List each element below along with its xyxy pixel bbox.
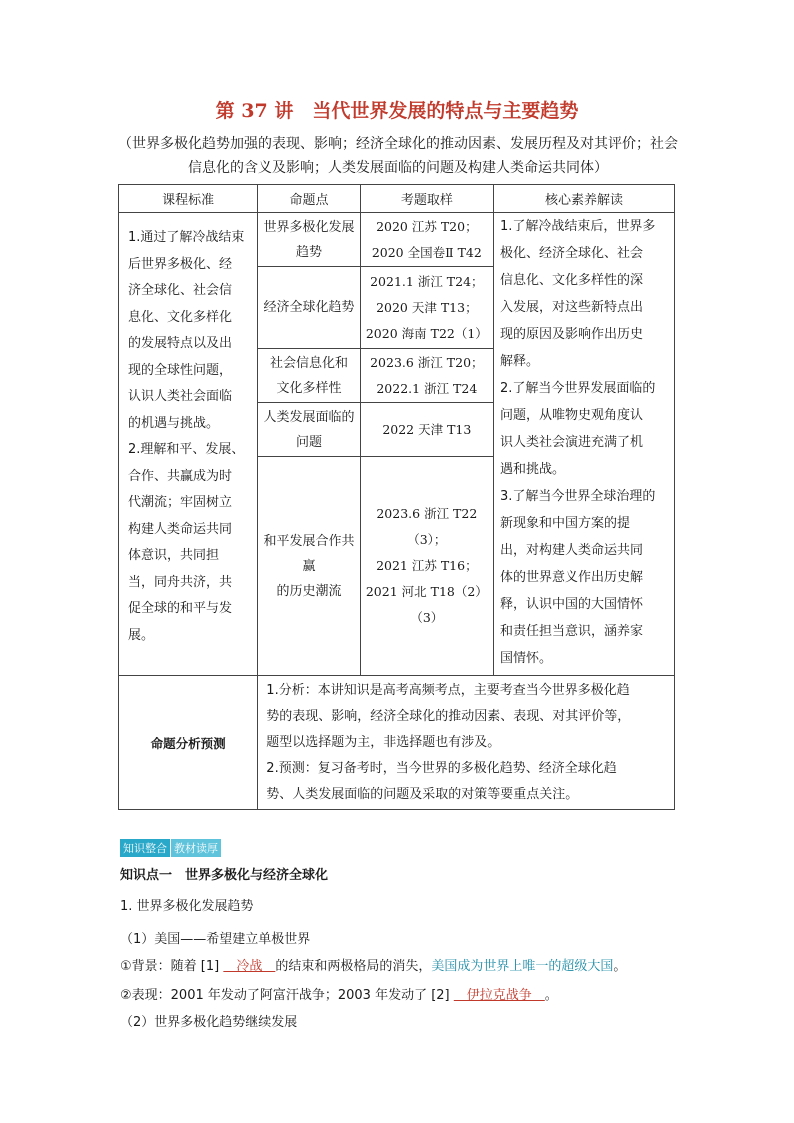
literacy-line: 出，对构建人类命运共同 bbox=[500, 543, 644, 558]
header-literacy: 核心素养解读 bbox=[494, 185, 675, 213]
tag-knowledge: 知识整合 bbox=[120, 839, 170, 857]
curriculum-line: 当，同舟共济，共 bbox=[128, 574, 233, 590]
topic-line: 文化多样性 bbox=[276, 380, 342, 396]
header-exam: 考题取样 bbox=[360, 185, 493, 213]
literacy-line: 极化、经济全球化、社会 bbox=[500, 246, 644, 261]
topic-cell bbox=[258, 403, 360, 457]
topic-cell bbox=[258, 213, 360, 267]
literacy-line: 3.了解当今世界全球治理的 bbox=[500, 489, 656, 504]
exam-line: 2021 江苏 T16； bbox=[376, 558, 478, 573]
curriculum-line: 促全球的和平与发 bbox=[128, 601, 233, 616]
literacy-line: 1.了解冷战结束后，世界多 bbox=[500, 219, 656, 234]
exam-line: 2023.6 浙江 T22 bbox=[376, 506, 478, 521]
exam-cell bbox=[360, 267, 493, 349]
analysis-text bbox=[258, 676, 674, 808]
curriculum-line: 后世界多极化、经 bbox=[128, 256, 233, 272]
page-title: 第 37 讲 当代世界发展的特点与主要趋势 bbox=[215, 100, 579, 122]
analysis-row bbox=[119, 676, 675, 810]
literacy-line: 2.了解当今世界发展面临的 bbox=[500, 381, 656, 396]
literacy-line: 和责任担当意识，涵养家 bbox=[500, 624, 644, 639]
literacy-line: 问题，从唯物史观角度认 bbox=[500, 408, 644, 423]
topic-line: 世界多极化发展 bbox=[263, 219, 355, 235]
literacy-line: 遇和挑战。 bbox=[500, 462, 566, 477]
curriculum-line: 展。 bbox=[128, 627, 155, 643]
topic-line: 问题 bbox=[295, 434, 322, 450]
exam-cell bbox=[360, 349, 493, 403]
topic-line: 的历史潮流 bbox=[276, 583, 342, 599]
literacy-line: 入发展，对这些新特点出 bbox=[500, 300, 644, 315]
analysis-line: 题型以选择题为主，非选择题也有涉及。 bbox=[266, 735, 501, 750]
curriculum-line: 认识人类社会面临 bbox=[128, 389, 233, 404]
curriculum-text bbox=[119, 213, 257, 649]
curriculum-line: 构建人类命运共同 bbox=[128, 521, 233, 537]
section-heading-1: 1. 世界多极化发展趋势 bbox=[120, 899, 254, 914]
exam-line: （3） bbox=[410, 610, 444, 625]
background-line bbox=[120, 955, 626, 974]
topic-cell bbox=[258, 349, 360, 403]
exam-line: 2020 天津 T13； bbox=[376, 299, 478, 315]
line1-prefix: ①背景：随着 [1] bbox=[120, 959, 224, 974]
exam-cell bbox=[360, 457, 493, 676]
curriculum-cell bbox=[119, 213, 258, 676]
literacy-cell bbox=[494, 213, 675, 676]
analysis-line: 势的表现、影响，经济全球化的推动因素、表现、对其评价等， bbox=[266, 709, 631, 724]
topic-line: 经济全球化趋势 bbox=[263, 300, 355, 315]
exam-line: 2020 全国卷Ⅱ T42 bbox=[371, 244, 482, 260]
line1-highlight: 美国成为世界上唯一的超级大国 bbox=[431, 959, 614, 974]
analysis-line: 2.预测：复习备考时，当今世界的多极化趋势、经济全球化趋 bbox=[266, 761, 617, 776]
analysis-line: 1.分析：本讲知识是高考高频考点，主要考查当今世界多极化趋 bbox=[266, 683, 630, 698]
line1-suffix: 。 bbox=[613, 959, 627, 974]
header-curriculum: 课程标准 bbox=[119, 185, 258, 213]
section-heading-3: （2）世界多极化趋势继续发展 bbox=[120, 1015, 298, 1030]
curriculum-line: 息化、文化多样化 bbox=[128, 309, 233, 325]
curriculum-line: 体意识，共同担 bbox=[128, 548, 220, 563]
knowledge-point-heading: 知识点一 世界多极化与经济全球化 bbox=[120, 868, 329, 883]
curriculum-line: 2.理解和平、发展、 bbox=[128, 442, 245, 457]
exam-cell bbox=[360, 403, 493, 457]
topic-cell bbox=[258, 267, 360, 349]
literacy-line: 识人类社会演进充满了机 bbox=[500, 435, 644, 450]
curriculum-line: 现的全球性问题， bbox=[128, 362, 233, 378]
course-table bbox=[118, 184, 675, 810]
line1-middle: 的结束和两极格局的消失， bbox=[275, 959, 432, 974]
curriculum-line: 1.通过了解冷战结束 bbox=[128, 230, 245, 245]
exam-line: 2020 海南 T22（1） bbox=[365, 325, 488, 341]
fill-blank-2: 伊拉克战争 bbox=[453, 988, 545, 1003]
tag-textbook: 教材读厚 bbox=[171, 839, 221, 857]
manifestation-line bbox=[120, 984, 558, 1003]
section-tags bbox=[120, 839, 221, 857]
exam-line: 2023.6 浙江 T20； bbox=[370, 354, 484, 370]
topic-line: 社会信息化和 bbox=[269, 355, 348, 371]
literacy-line: 现的原因及影响作出历史 bbox=[500, 327, 644, 342]
literacy-text bbox=[494, 213, 674, 672]
analysis-label: 命题分析预测 bbox=[119, 676, 258, 810]
literacy-line: 体的世界意义作出历史解 bbox=[500, 570, 644, 585]
exam-line: 2022 天津 T13 bbox=[382, 421, 472, 437]
curriculum-line: 代潮流；牢固树立 bbox=[128, 495, 233, 510]
exam-cell bbox=[360, 213, 493, 267]
table-header-row bbox=[119, 185, 675, 213]
curriculum-line: 济全球化、社会信 bbox=[128, 283, 233, 298]
fill-blank-1: 冷战 bbox=[223, 959, 276, 974]
topic-line: 和平发展合作共 bbox=[263, 533, 355, 549]
exam-line: 2021.1 浙江 T24； bbox=[370, 273, 484, 289]
literacy-line: 新现象和中国方案的提 bbox=[500, 516, 631, 531]
analysis-cell bbox=[258, 676, 675, 810]
line2-prefix: ②表现：2001 年发动了阿富汗战争；2003 年发动了 [2] bbox=[120, 988, 454, 1003]
exam-line: 2020 江苏 T20； bbox=[376, 218, 478, 234]
page-subtitle: （世界多极化趋势加强的表现、影响；经济全球化的推动因素、发展历程及对其评价；社会信息化的含义及影响；人类发展面临的问题及构建人类命运共同体） bbox=[118, 136, 678, 176]
literacy-line: 释，认识中国的大国情怀 bbox=[500, 597, 644, 612]
section-heading-2: （1）美国——希望建立单极世界 bbox=[120, 932, 311, 947]
exam-line: （3）； bbox=[407, 532, 447, 547]
curriculum-line: 的机遇与挑战。 bbox=[128, 415, 220, 431]
table-row bbox=[119, 213, 675, 267]
topic-line: 人类发展面临的 bbox=[263, 409, 355, 425]
header-topic: 命题点 bbox=[258, 185, 360, 213]
topic-line: 趋势 bbox=[295, 244, 322, 260]
topic-cell bbox=[258, 457, 360, 676]
exam-line: 2021 河北 T18（2） bbox=[365, 584, 488, 599]
literacy-line: 国情怀。 bbox=[500, 651, 553, 666]
curriculum-line: 合作、共赢成为时 bbox=[128, 468, 233, 484]
exam-line: 2022.1 浙江 T24 bbox=[376, 380, 478, 396]
literacy-line: 解释。 bbox=[500, 354, 540, 369]
analysis-line: 势、人类发展面临的问题及采取的对策等要重点关注。 bbox=[266, 787, 579, 802]
topic-line: 赢 bbox=[302, 558, 316, 574]
line2-suffix: 。 bbox=[544, 988, 558, 1003]
literacy-line: 信息化、文化多样性的深 bbox=[500, 273, 644, 288]
curriculum-line: 的发展特点以及出 bbox=[128, 336, 233, 351]
